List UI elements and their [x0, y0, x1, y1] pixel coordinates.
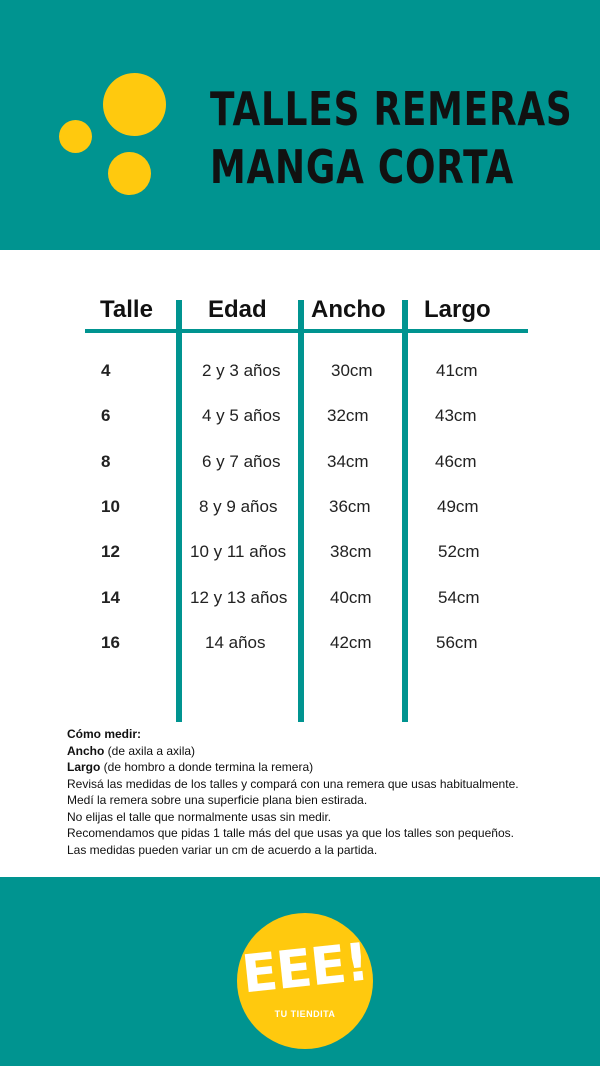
- brand-logo: [237, 913, 373, 1049]
- cell-edad: 14 años: [205, 633, 266, 652]
- cell-edad: 4 y 5 años: [202, 406, 281, 425]
- cell-edad: 12 y 13 años: [190, 588, 288, 607]
- note-line: Medí la remera sobre una superficie plana bien estirada.: [67, 793, 368, 807]
- title-line-1: TALLES REMERAS: [210, 82, 573, 136]
- cell-ancho: 36cm: [329, 497, 371, 516]
- cell-largo: 41cm: [436, 361, 478, 380]
- cell-edad: 8 y 9 años: [199, 497, 278, 516]
- cell-talle: 6: [101, 406, 111, 425]
- column-header-largo: Largo: [424, 296, 491, 323]
- column-divider-2: [298, 300, 304, 722]
- title-line-2: MANGA CORTA: [210, 140, 515, 194]
- measuring-notes: [67, 726, 587, 858]
- cell-ancho: 32cm: [327, 406, 369, 425]
- cell-talle: 8: [101, 452, 111, 471]
- note-line: Revisá las medidas de los talles y compará con una remera que usas habitualmente.: [67, 776, 519, 791]
- ancho-label: Ancho: [67, 743, 105, 758]
- page-title: [210, 80, 573, 196]
- decor-circle-small: [59, 120, 92, 153]
- cell-ancho: 40cm: [330, 588, 372, 607]
- logo-text: EEE!: [239, 932, 371, 1006]
- logo-subtitle: TU TIENDITA: [274, 1009, 336, 1019]
- note-line: No elijas el talle que normalmente usas sin medir.: [67, 809, 332, 824]
- header-banner: [0, 0, 600, 250]
- largo-label: Largo: [67, 760, 101, 774]
- cell-largo: 43cm: [435, 406, 477, 425]
- cell-talle: 16: [101, 633, 120, 652]
- column-header-talle: Talle: [100, 296, 153, 323]
- column-header-ancho: Ancho: [311, 296, 386, 323]
- decor-circle-large: [103, 73, 166, 136]
- cell-talle: 14: [101, 588, 120, 607]
- cell-ancho: 42cm: [330, 633, 372, 652]
- cell-ancho: 30cm: [331, 361, 373, 380]
- note-line: Las medidas pueden variar un cm de acuerdo a la partida.: [67, 842, 378, 857]
- cell-ancho: 34cm: [327, 452, 369, 471]
- notes-heading: Cómo medir:: [67, 727, 142, 741]
- cell-edad: 6 y 7 años: [202, 452, 281, 471]
- cell-talle: 10: [101, 497, 120, 516]
- cell-talle: 4: [101, 361, 111, 380]
- column-divider-1: [176, 300, 182, 722]
- column-header-edad: Edad: [208, 296, 267, 323]
- cell-largo: 54cm: [438, 588, 480, 607]
- cell-largo: 52cm: [438, 542, 480, 561]
- note-line: Recomendamos que pidas 1 talle más del que usas ya que los talles son pequeños.: [67, 826, 514, 840]
- cell-largo: 49cm: [437, 497, 479, 516]
- cell-ancho: 38cm: [330, 542, 372, 561]
- cell-largo: 46cm: [435, 452, 477, 471]
- decor-circle-medium: [108, 152, 151, 195]
- cell-edad: 10 y 11 años: [190, 542, 287, 561]
- cell-edad: 2 y 3 años: [202, 361, 281, 380]
- header-divider: [85, 329, 528, 333]
- cell-largo: 56cm: [436, 633, 478, 652]
- ancho-text: (de axila a axila): [104, 743, 196, 758]
- largo-text: (de hombro a donde termina la remera): [100, 760, 314, 774]
- cell-talle: 12: [101, 542, 120, 561]
- column-divider-3: [402, 300, 408, 722]
